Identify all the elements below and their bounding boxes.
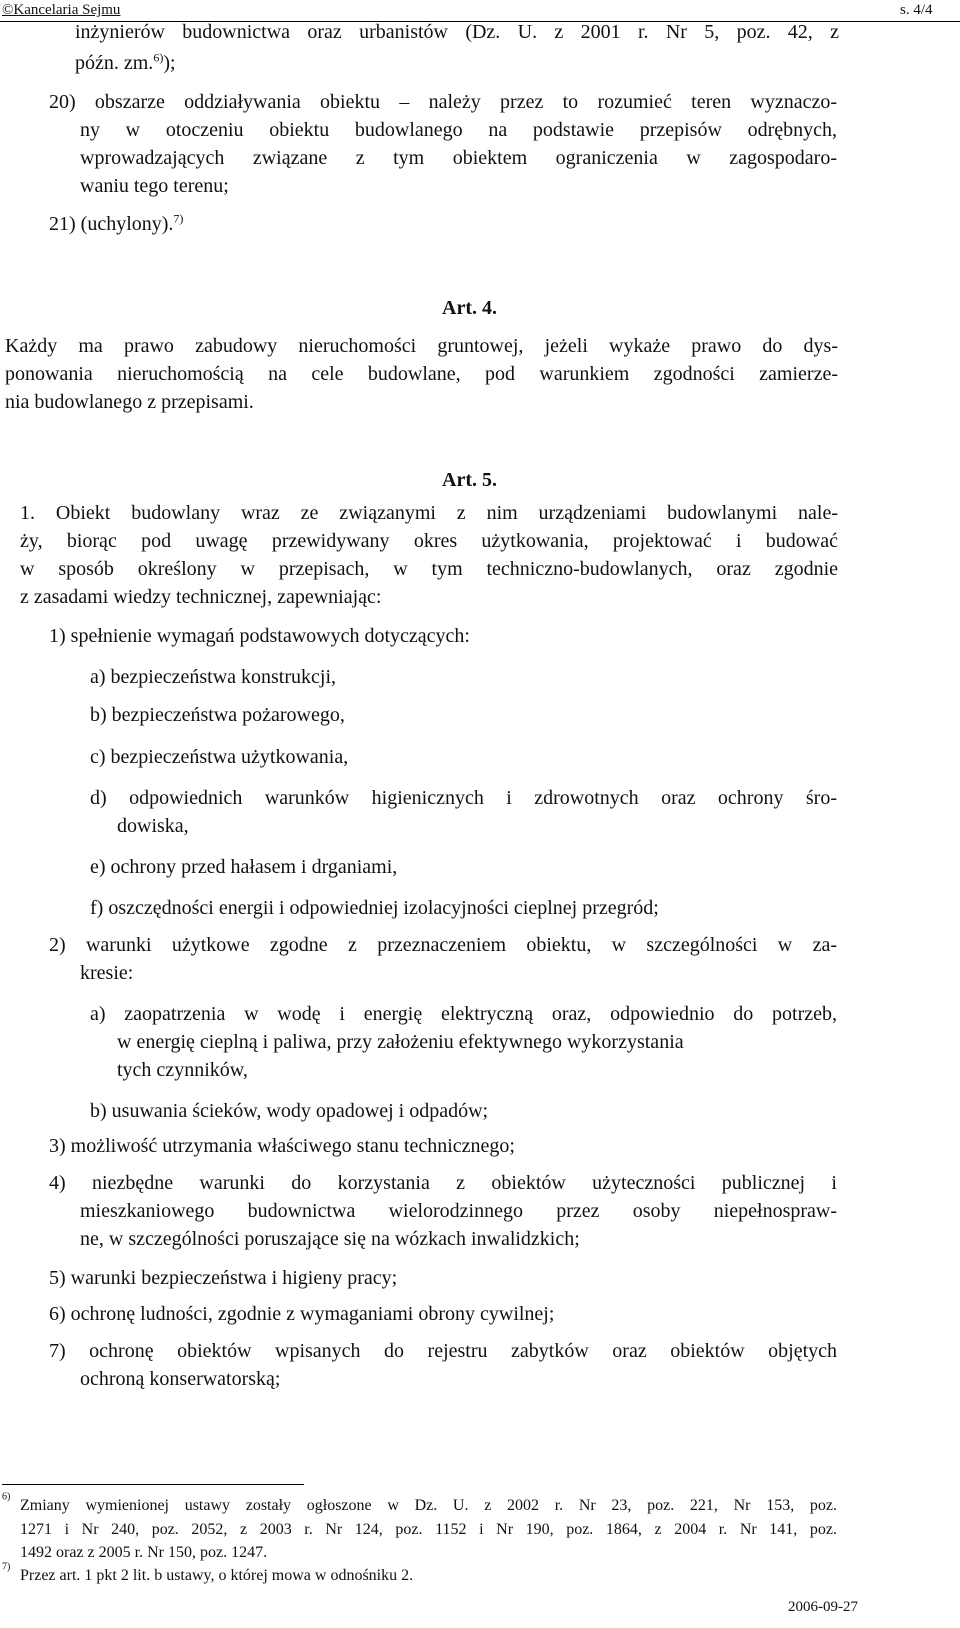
- footnote-ref-7[interactable]: 7): [173, 211, 184, 226]
- list-item: a) zaopatrzenia w wodę i energię elektryczną oraz, odpowiednio do potrzeb,: [90, 1003, 837, 1025]
- text-line: 1. Obiekt budowlany wraz ze związanymi z nim urządzeniami budowlanymi nale-: [20, 502, 838, 524]
- list-item: tych czynników,: [117, 1059, 248, 1081]
- list-item: a) bezpieczeństwa konstrukcji,: [90, 666, 337, 688]
- list-item: c) bezpieczeństwa użytkowania,: [90, 746, 349, 768]
- text-line: ny w otoczeniu obiektu budowlanego na podstawie przepisów odrębnych,: [80, 119, 837, 141]
- list-item: mieszkaniowego budownictwa wielorodzinnego przez osoby niepełnospraw-: [80, 1200, 837, 1222]
- text-line: Każdy ma prawo zabudowy nieruchomości gruntowej, jeżeli wykaże prawo do dys-: [5, 335, 838, 357]
- list-item: b) usuwania ścieków, wody opadowej i odpadów;: [90, 1100, 489, 1122]
- text-line: nia budowlanego z przepisami.: [5, 391, 254, 413]
- footnote-rule: [2, 1484, 304, 1485]
- list-item: w energię cieplną i paliwa, przy założeniu efektywnego wykorzystania: [117, 1031, 684, 1053]
- list-item: dowiska,: [117, 815, 189, 837]
- list-item: kresie:: [80, 962, 134, 984]
- footnote-marker: 6): [2, 1491, 11, 1503]
- footnote-6: 1271 i Nr 240, poz. 2052, z 2003 r. Nr 124, poz. 1152 i Nr 190, poz. 1864, z 2004 r. Nr 141, poz.: [20, 1521, 837, 1538]
- article-heading: Art. 5.: [442, 469, 497, 491]
- text-line: z zasadami wiedzy technicznej, zapewniając:: [20, 586, 382, 608]
- footnote-6: 1492 oraz z 2005 r. Nr 150, poz. 1247.: [20, 1544, 268, 1561]
- text-line: ponowania nieruchomością na cele budowlane, pod warunkiem zgodności zamierze-: [5, 363, 838, 385]
- list-item: 6) ochronę ludności, zgodnie z wymaganiami obrony cywilnej;: [49, 1303, 555, 1325]
- text-line: późn. zm.$^{6)}$);: [75, 50, 176, 74]
- text-line: wprowadzających związane z tym obiektem ograniczenia w zagospodaro-: [80, 147, 837, 169]
- footnote-ref-6[interactable]: 6): [153, 50, 164, 65]
- text-line: waniu tego terenu;: [80, 175, 229, 197]
- list-item: ochroną konserwatorską;: [80, 1368, 281, 1390]
- list-item: 2) warunki użytkowe zgodne z przeznaczeniem obiektu, w szczególności w za-: [49, 934, 837, 956]
- list-item: d) odpowiednich warunków higienicznych i zdrowotnych oraz ochrony śro-: [90, 787, 837, 809]
- footnote-6: Zmiany wymienionej ustawy zostały ogłoszone w Dz. U. z 2002 r. Nr 23, poz. 221, Nr 153, poz.: [20, 1497, 837, 1514]
- footnote-7: Przez art. 1 pkt 2 lit. b ustawy, o której mowa w odnośniku 2.: [20, 1567, 414, 1584]
- list-item: ne, w szczególności poruszające się na wózkach inwalidzkich;: [80, 1228, 580, 1250]
- article-heading: Art. 4.: [442, 297, 497, 319]
- header-source: ©Kancelaria Sejmu: [2, 2, 121, 18]
- list-item: f) oszczędności energii i odpowiedniej izolacyjności cieplnej przegród;: [90, 897, 659, 919]
- text-line: 20) obszarze oddziaływania obiektu – należy przez to rozumieć teren wyznaczo-: [49, 91, 837, 113]
- list-item: 4) niezbędne warunki do korzystania z obiektów użyteczności publicznej i: [49, 1172, 837, 1194]
- text-line: inżynierów budownictwa oraz urbanistów (Dz. U. z 2001 r. Nr 5, poz. 42, z: [75, 21, 839, 43]
- text-line: w sposób określony w przepisach, w tym techniczno-budowlanych, oraz zgodnie: [20, 558, 838, 580]
- footnote-marker: 7): [2, 1561, 11, 1573]
- document-date: 2006-09-27: [788, 1599, 858, 1615]
- list-item: b) bezpieczeństwa pożarowego,: [90, 704, 345, 726]
- page-number: s. 4/4: [900, 2, 933, 18]
- list-item: 7) ochronę obiektów wpisanych do rejestru zabytków oraz obiektów objętych: [49, 1340, 837, 1362]
- list-item: e) ochrony przed hałasem i drganiami,: [90, 856, 398, 878]
- text-line: ży, biorąc pod uwagę przewidywany okres użytkowania, projektować i budować: [20, 530, 838, 552]
- list-item: 3) możliwość utrzymania właściwego stanu technicznego;: [49, 1135, 515, 1157]
- list-item: 1) spełnienie wymagań podstawowych dotyczących:: [49, 625, 470, 647]
- list-item: 5) warunki bezpieczeństwa i higieny pracy;: [49, 1267, 398, 1289]
- text-line: 21) (uchylony).$^{7)}$: [49, 211, 184, 235]
